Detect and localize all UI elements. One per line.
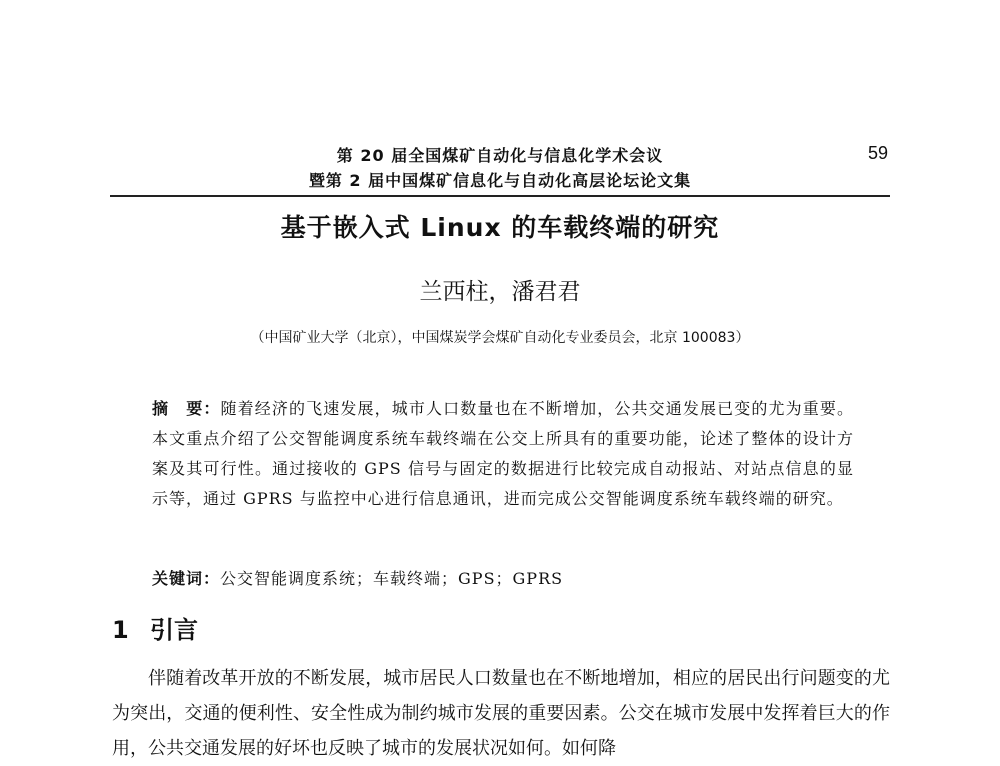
paper-title: 基于嵌入式 Linux 的车载终端的研究 bbox=[280, 213, 720, 242]
abstract-label: 摘 要： bbox=[152, 399, 221, 418]
conference-title-line-1: 第 20 届全国煤矿自动化与信息化学术会议 bbox=[336, 146, 664, 165]
abstract-text: 随着经济的飞速发展，城市人口数量也在不断增加，公共交通发展已变的尤为重要。本文重点介绍了公交智能调度系统车载终端在公交上所具有的重要功能，论述了整体的设计方案及其可行性。通过接收的 GPS 信号与固定的数据进行比较完成自动报站、对站点信息的显示等，通过 GPRS 与监控中心进行信息通讯，进而完成公交智能调度系统车载终端的研究。 bbox=[152, 399, 854, 508]
keywords bbox=[152, 566, 854, 589]
body-paragraph: 伴随着改革开放的不断发展，城市居民人口数量也在不断地增加，相应的居民出行问题变的尤为突出，交通的便利性、安全性成为制约城市发展的重要因素。公交在城市发展中发挥着巨大的作用，公共交通发展的好坏也反映了城市的发展状况如何。如何降 bbox=[112, 668, 890, 759]
header-divider bbox=[110, 195, 890, 197]
conference-header bbox=[110, 143, 890, 195]
section-number: 1 bbox=[112, 616, 129, 644]
author-affiliation: （中国矿业大学（北京），中国煤炭学会煤矿自动化专业委员会，北京 100083） bbox=[250, 330, 750, 346]
page-number: 59 bbox=[867, 143, 888, 163]
abstract bbox=[152, 394, 854, 514]
keywords-text: 公交智能调度系统；车载终端；GPS；GPRS bbox=[220, 569, 564, 588]
keywords-label: 关键词： bbox=[152, 569, 221, 588]
paper-authors: 兰西柱，潘君君 bbox=[419, 279, 581, 305]
section-heading bbox=[112, 610, 198, 645]
section-title: 引言 bbox=[150, 616, 198, 644]
conference-title-line-2: 暨第 2 届中国煤矿信息化与自动化高层论坛论文集 bbox=[308, 171, 692, 190]
